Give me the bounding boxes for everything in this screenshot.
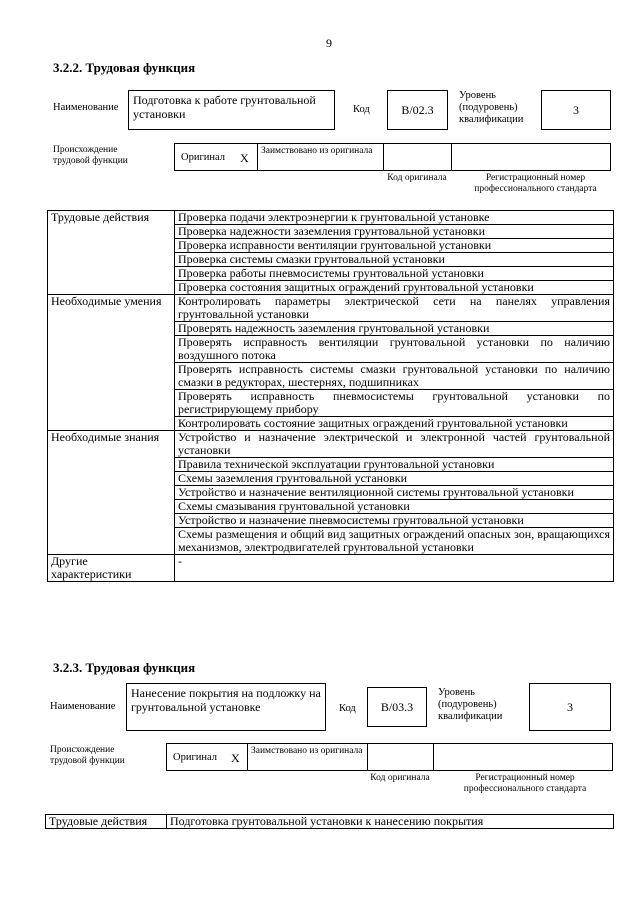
item-cell: Проверка работы пневмосистемы грунтовальной установки <box>175 267 614 281</box>
reg-num-caption-1: Регистрационный номер профессионального стандарта <box>474 173 597 194</box>
item-cell: Проверять исправность вентиляции грунтовальной установки по наличию воздушного потока <box>175 336 614 363</box>
item-cell: Схемы размещения и общий вид защитных ограждений опасных зон, вращающихся механизмов, электродвигателей грунтовальной установки <box>175 528 614 555</box>
table-row <box>48 431 614 458</box>
level-box-1 <box>541 90 611 130</box>
original-label-2: Оригинал <box>173 752 217 763</box>
origin-row-2 <box>166 743 613 771</box>
item-cell: Контролировать состояние защитных ограждений грунтовальной установки <box>175 417 614 431</box>
original-label-1: Оригинал <box>181 152 225 163</box>
level-label-2: Уровень (подуровень) квалификации <box>438 687 503 722</box>
item-cell: Проверка состояния защитных ограждений грунтовальной установки <box>175 281 614 295</box>
level-value-2: 3 <box>567 700 573 714</box>
item-cell: Устройство и назначение вентиляционной системы грунтовальной установки <box>175 486 614 500</box>
original-mark-1: X <box>240 151 249 165</box>
code-value-2: B/03.3 <box>380 700 414 714</box>
item-cell: Подготовка грунтовальной установки к нанесению покрытия <box>167 815 614 829</box>
function-table-1 <box>47 210 614 582</box>
original-mark-2: X <box>231 751 240 765</box>
item-cell: Проверять надежность заземления грунтовальной установки <box>175 322 614 336</box>
item-cell: Устройство и назначение электрической и электронной частей грунтовальной установки <box>175 431 614 458</box>
orig-code-caption-2: Код оригинала <box>370 773 430 783</box>
item-cell: - <box>175 555 614 582</box>
code-label-2: Код <box>339 703 356 714</box>
category-cell: Трудовые действия <box>48 211 175 295</box>
code-label-1: Код <box>353 104 370 115</box>
function-name-2: Нанесение покрытия на подложку на грунтовальной установке <box>131 686 321 714</box>
category-cell: Другие характеристики <box>48 555 175 582</box>
item-cell: Правила технической эксплуатации грунтовальной установки <box>175 458 614 472</box>
name-label-2: Наименование <box>50 701 116 712</box>
reg-num-caption-2: Регистрационный номер профессионального стандарта <box>463 773 587 794</box>
table-row <box>48 211 614 225</box>
category-cell: Необходимые знания <box>48 431 175 555</box>
table-row <box>48 295 614 322</box>
function-table-2 <box>45 814 614 829</box>
origin-label-1: Происхождение трудовой функции <box>53 145 128 166</box>
item-cell: Проверка системы смазки грунтовальной установки <box>175 253 614 267</box>
item-cell: Схемы смазывания грунтовальной установки <box>175 500 614 514</box>
level-label-1: Уровень (подуровень) квалификации <box>459 90 524 125</box>
table-row <box>48 555 614 582</box>
code-box-2 <box>367 687 427 727</box>
section-heading-1: 3.2.2. Трудовая функция <box>53 60 196 75</box>
item-cell: Контролировать параметры электрической сети на панелях управления грунтовальной установки <box>175 295 614 322</box>
item-cell: Проверка подачи электроэнергии к грунтовальной установке <box>175 211 614 225</box>
item-cell: Проверять исправность пневмосистемы грунтовальной установки по регистрирующему прибору <box>175 390 614 417</box>
borrowed-label-2: Заимствовано из оригинала <box>251 746 363 756</box>
borrowed-label-1: Заимствовано из оригинала <box>261 146 373 156</box>
code-value-1: B/02.3 <box>401 103 434 117</box>
orig-code-caption-1: Код оригинала <box>387 173 447 183</box>
table-row <box>46 815 614 829</box>
category-cell: Необходимые умения <box>48 295 175 431</box>
function-name-1: Подготовка к работе грунтовальной установки <box>133 93 316 121</box>
name-label-1: Наименование <box>53 102 119 113</box>
item-cell: Устройство и назначение пневмосистемы грунтовальной установки <box>175 514 614 528</box>
category-cell: Трудовые действия <box>46 815 167 829</box>
section-heading-2: 3.2.3. Трудовая функция <box>53 660 196 675</box>
function-name-box-1 <box>128 90 335 130</box>
code-box-1 <box>387 90 448 130</box>
level-value-1: 3 <box>573 103 579 117</box>
origin-row-1 <box>174 143 611 171</box>
page-number: 9 <box>326 36 332 50</box>
function-name-box-2 <box>126 683 326 731</box>
level-box-2 <box>529 683 611 731</box>
item-cell: Схемы заземления грунтовальной установки <box>175 472 614 486</box>
item-cell: Проверка исправности вентиляции грунтовальной установки <box>175 239 614 253</box>
origin-label-2: Происхождение трудовой функции <box>50 745 125 766</box>
item-cell: Проверка надежности заземления грунтовальной установки <box>175 225 614 239</box>
item-cell: Проверять исправность системы смазки грунтовальной установки по наличию смазки в редукторах, шестернях, подшипниках <box>175 363 614 390</box>
